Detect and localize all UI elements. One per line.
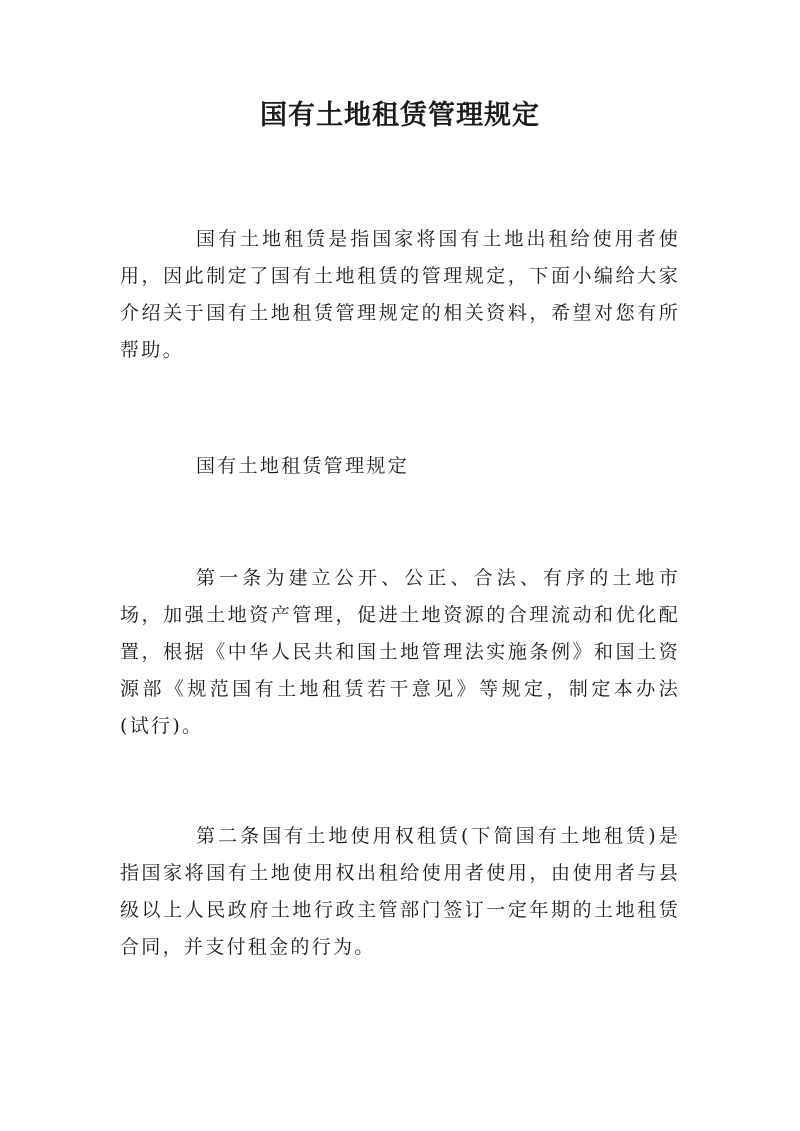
document-title: 国有土地租赁管理规定 (260, 100, 540, 131)
article-2-paragraph: 第二条国有土地使用权租赁(下简国有土地租赁)是指国家将国有土地使用权出租给使用者使用，由使用者与县级以上人民政府土地行政主管部门签订一定年期的土地租赁合同，并支付租金的行为。 (120, 825, 680, 958)
intro-paragraph: 国有土地租赁是指国家将国有土地出租给使用者使用，因此制定了国有土地租赁的管理规定，下面小编给大家介绍关于国有土地租赁管理规定的相关资料，希望对您有所帮助。 (120, 228, 680, 361)
article-1-paragraph: 第一条为建立公开、公正、合法、有序的土地市场，加强土地资产管理，促进土地资源的合理流动和优化配置，根据《中华人民共和国土地管理法实施条例》和国土资源部《规范国有土地租赁若干意见》等规定，制定本办法(试行)。 (120, 567, 680, 737)
section-heading: 国有土地租赁管理规定 (196, 455, 410, 477)
